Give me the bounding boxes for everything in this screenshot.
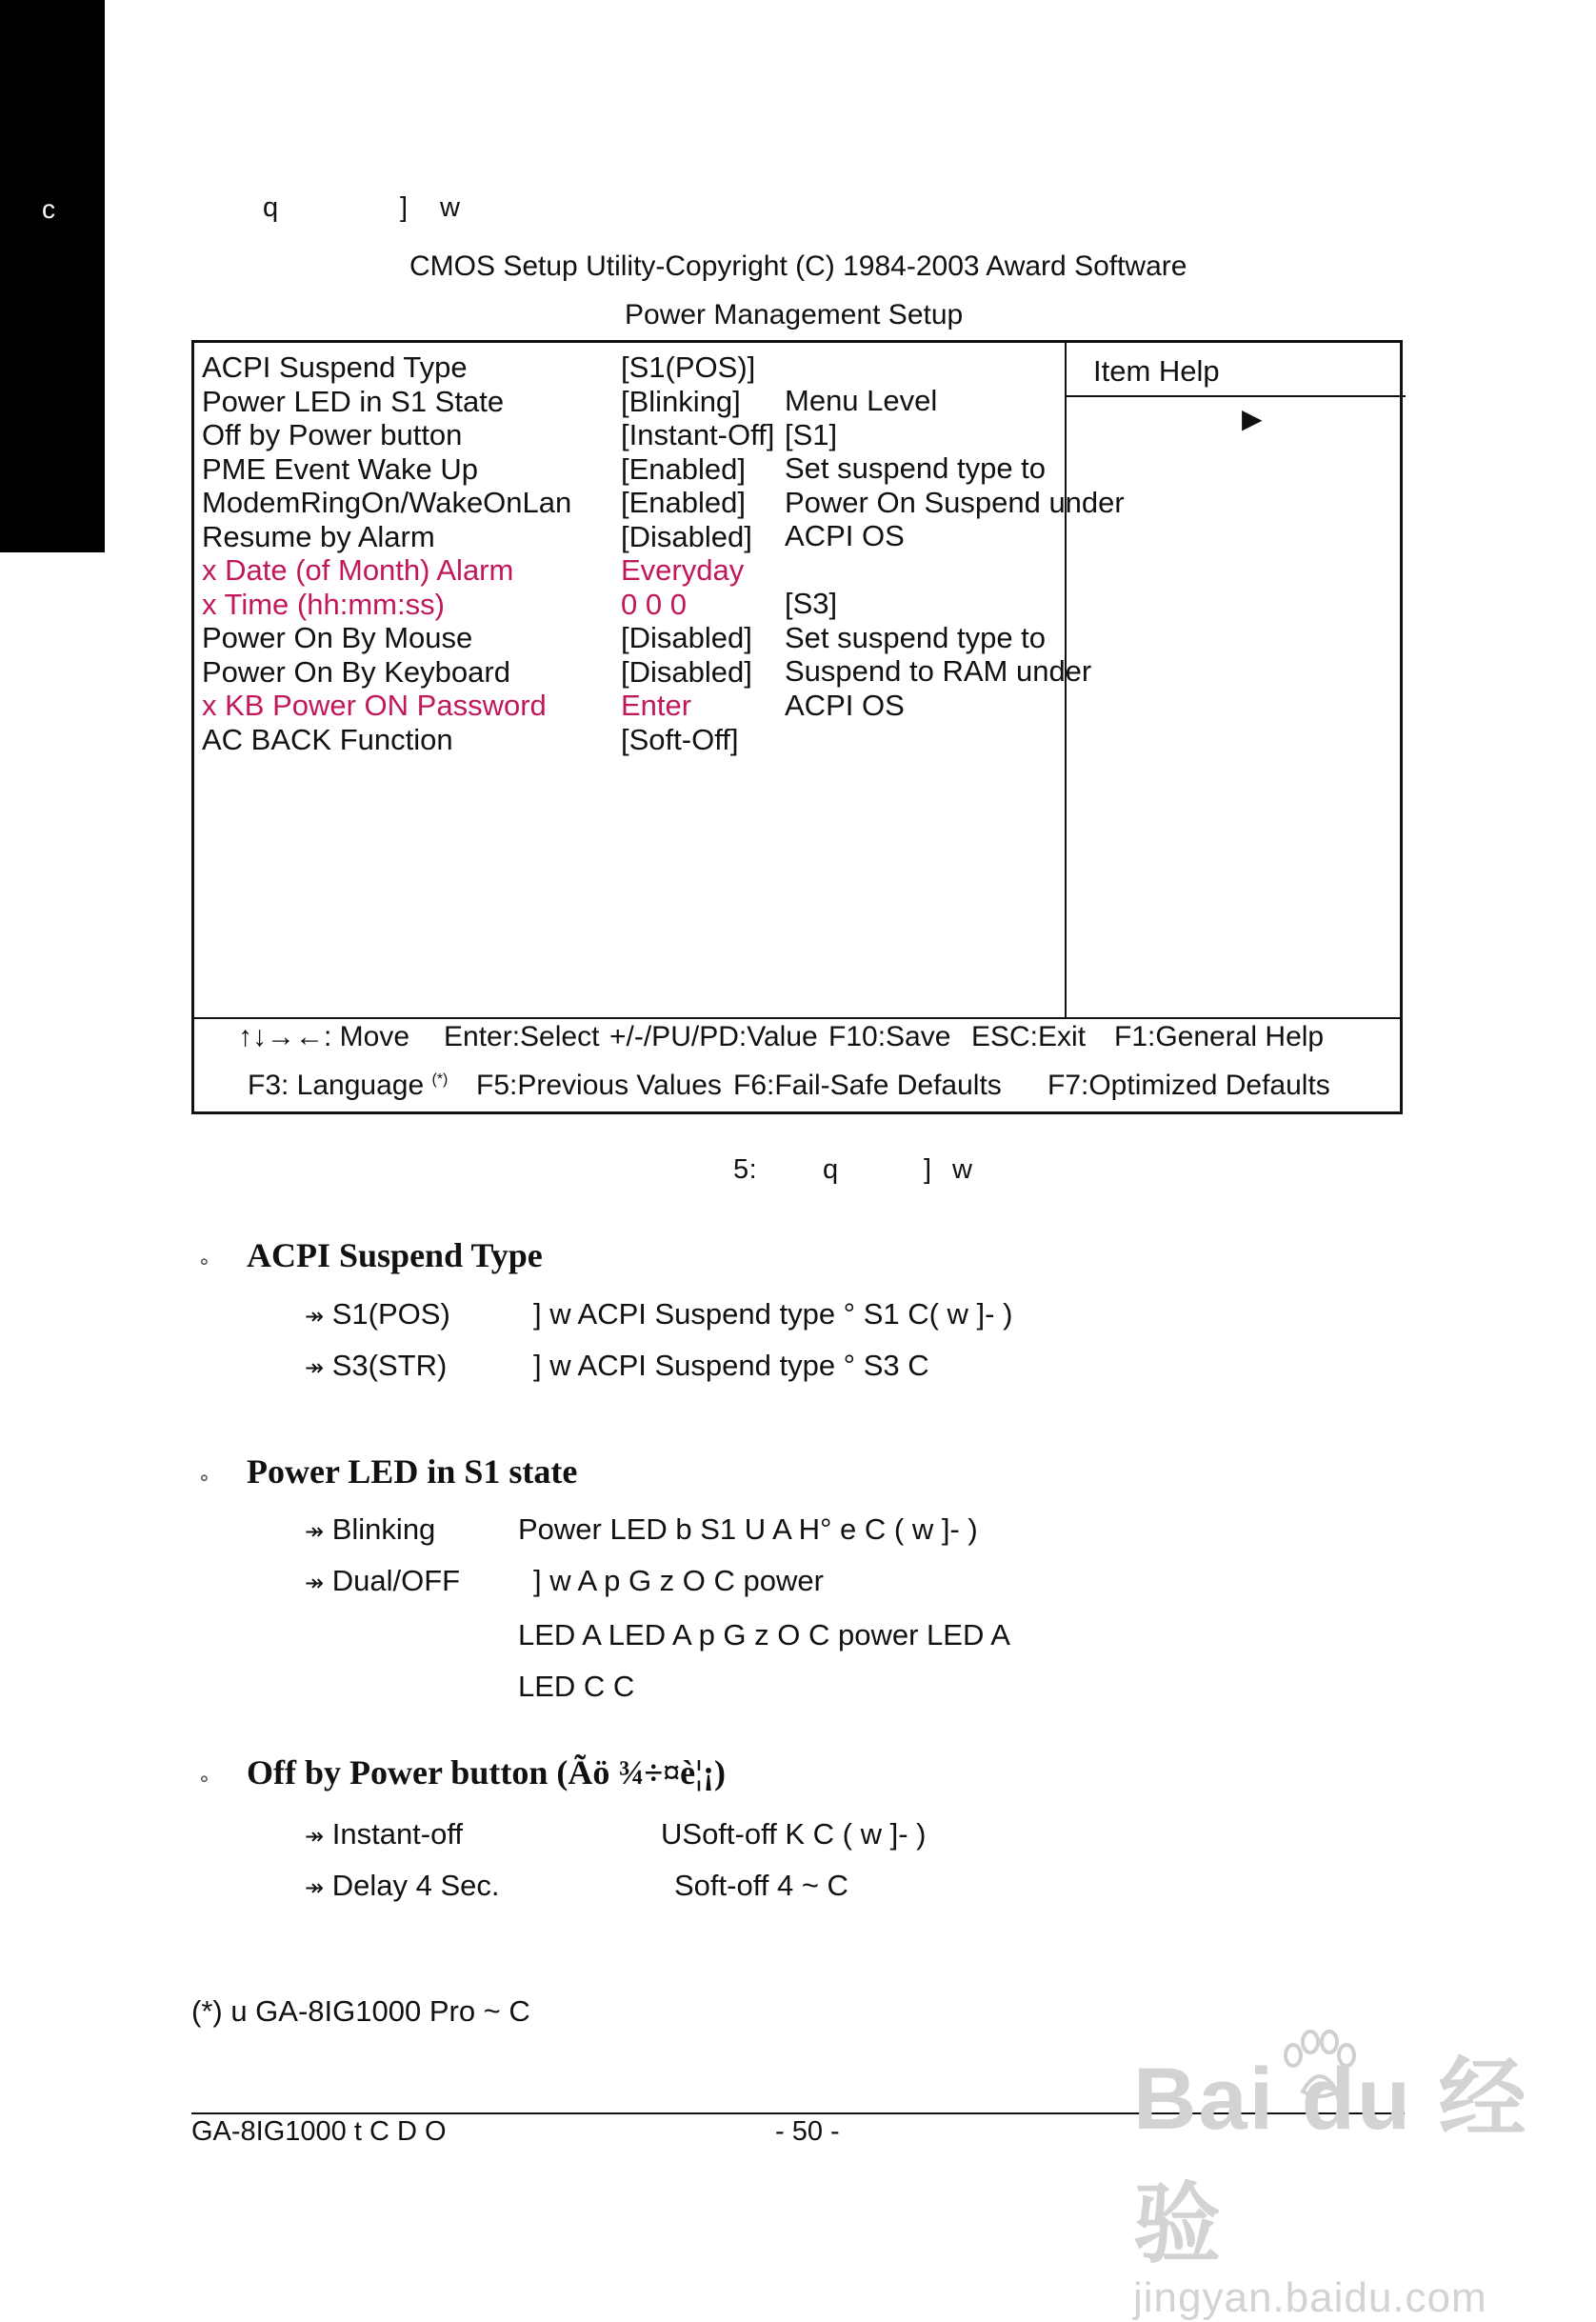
bios-option-value[interactable]: [Disabled] [621, 519, 752, 553]
option-label [305, 1564, 460, 1598]
option-desc: ] w ACPI Suspend type ° S3 C [533, 1349, 929, 1382]
page-header-a: q [263, 192, 279, 223]
option-label-text: S3(STR) [331, 1349, 448, 1382]
caption-c: w [952, 1154, 973, 1185]
key-optimized: F7:Optimized Defaults [1047, 1070, 1330, 1101]
help-line: Set suspend type to [785, 620, 1047, 654]
bios-option-name[interactable]: Off by Power button [202, 418, 463, 451]
option-desc: Power LED b S1 U A H° e C ( w ]- ) [518, 1512, 978, 1546]
section-bullet-icon: ⚬ [196, 1252, 212, 1273]
help-line: [S3] [785, 587, 838, 620]
option-label [305, 1869, 500, 1903]
double-arrow-icon: ↠ [305, 1519, 325, 1545]
double-arrow-icon: ↠ [305, 1824, 325, 1850]
key-help: F1:General Help [1114, 1021, 1325, 1052]
option-label [305, 1349, 447, 1383]
watermark-brand: Bai du 经验 [1133, 2051, 1528, 2273]
bios-option-name[interactable]: x KB Power ON Password [202, 689, 547, 722]
help-line: Set suspend type to [785, 451, 1047, 485]
caption-a: q [823, 1154, 839, 1185]
footer-model: GA-8IG1000 t C D O [191, 2116, 447, 2147]
bios-option-value[interactable]: Enter [621, 689, 692, 722]
help-header: Item Help [1093, 354, 1220, 388]
key-failsafe: F6:Fail-Safe Defaults [733, 1070, 1002, 1101]
keys-divider [194, 1017, 1400, 1019]
option-label-text: Blinking [331, 1512, 436, 1546]
option-desc: Soft-off 4 ~ C [674, 1869, 848, 1902]
bios-option-name[interactable]: x Date (of Month) Alarm [202, 553, 514, 587]
section-bullet-icon: ⚬ [196, 1770, 212, 1791]
key-previous: F5:Previous Values [476, 1070, 722, 1101]
bios-option-name[interactable]: Power On By Keyboard [202, 654, 510, 689]
bios-option-value[interactable]: [Blinking] [621, 384, 741, 418]
double-arrow-icon: ↠ [305, 1304, 325, 1330]
bios-title: CMOS Setup Utility-Copyright (C) 1984-2003 Award Software [409, 250, 1187, 282]
bios-option-value[interactable]: Everyday [621, 553, 745, 587]
key-language-label: F3: Language [248, 1070, 425, 1101]
side-tab [0, 0, 105, 552]
section-bullet-icon: ⚬ [196, 1469, 212, 1490]
help-line: [S1] [785, 417, 838, 451]
bios-option-name[interactable]: x Time (hh:mm:ss) [202, 587, 445, 621]
caption-num: 5: [733, 1154, 758, 1185]
bios-option-value[interactable]: [Disabled] [621, 621, 752, 654]
option-label-text: Dual/OFF [331, 1564, 461, 1597]
double-arrow-icon: ↠ [305, 1571, 325, 1596]
bios-option-value[interactable]: [Instant-Off] [621, 418, 775, 451]
bios-option-name[interactable]: Resume by Alarm [202, 519, 435, 553]
watermark-url: jingyan.baidu.com [1133, 2274, 1487, 2321]
baidu-watermark [1133, 2029, 1596, 2322]
page-header-b: ] [400, 192, 409, 223]
bios-option-value[interactable]: [Enabled] [621, 486, 746, 519]
help-line: Power On Suspend under [785, 485, 1125, 519]
bios-option-name[interactable]: Power LED in S1 State [202, 384, 505, 418]
option-label [305, 1817, 463, 1852]
bios-subtitle: Power Management Setup [625, 299, 964, 330]
option-desc-cont: LED A LED A p G z O C power LED A [518, 1618, 1010, 1651]
bios-option-value[interactable]: [Enabled] [621, 451, 746, 486]
bios-setup-panel [191, 340, 1403, 1114]
section-title-off-by-power: Off by Power button (Ãö ¾÷¤è¦¡) [247, 1753, 726, 1792]
key-value: +/-/PU/PD:Value [609, 1021, 818, 1052]
menu-level-arrow-icon: ▶ [1242, 404, 1263, 433]
key-select: Enter:Select [444, 1021, 600, 1052]
key-language [248, 1070, 448, 1102]
bios-option-name[interactable]: ACPI Suspend Type [202, 350, 468, 384]
help-line: ACPI OS [785, 519, 905, 552]
option-desc: USoft-off K C ( w ]- ) [661, 1817, 927, 1851]
double-arrow-icon: ↠ [305, 1355, 325, 1381]
bios-option-name[interactable]: ModemRingOn/WakeOnLan [202, 486, 572, 519]
option-desc-cont: LED C C [518, 1670, 635, 1703]
option-label-text: Instant-off [331, 1817, 464, 1851]
help-divider [1065, 395, 1406, 397]
key-exit: ESC:Exit [971, 1021, 1087, 1052]
option-label [305, 1297, 450, 1331]
double-arrow-icon: ↠ [305, 1875, 325, 1901]
bios-option-value[interactable]: [Soft-Off] [621, 722, 739, 756]
bios-option-name[interactable]: AC BACK Function [202, 722, 453, 756]
option-desc: ] w ACPI Suspend type ° S1 C( w ]- ) [533, 1297, 1013, 1331]
help-line: Menu Level [785, 384, 938, 417]
option-desc: ] w A p G z O C power [533, 1564, 824, 1597]
help-line: ACPI OS [785, 688, 905, 722]
side-tab-label: c [42, 194, 55, 224]
section-title-power-led: Power LED in S1 state [247, 1452, 578, 1491]
bios-option-value[interactable]: [Disabled] [621, 654, 752, 689]
page-number: - 50 - [775, 2116, 840, 2147]
bios-option-value[interactable]: [S1(POS)] [621, 350, 756, 384]
footnote: (*) u GA-8IG1000 Pro ~ C [191, 1994, 530, 2028]
bios-option-name[interactable]: Power On By Mouse [202, 621, 473, 654]
key-language-mark: (*) [431, 1071, 449, 1088]
caption-b: ] [924, 1154, 932, 1185]
bios-option-name[interactable]: PME Event Wake Up [202, 451, 479, 486]
key-move: ↑↓→←: Move [238, 1021, 410, 1052]
option-label-text: Delay 4 Sec. [331, 1869, 500, 1902]
option-label [305, 1512, 435, 1547]
bios-option-value[interactable]: 0 0 0 [621, 587, 687, 621]
page-header-c: w [440, 192, 461, 223]
key-save: F10:Save [828, 1021, 951, 1052]
section-title-acpi: ACPI Suspend Type [247, 1236, 543, 1274]
option-label-text: S1(POS) [331, 1297, 450, 1331]
help-line: Suspend to RAM under [785, 654, 1092, 688]
